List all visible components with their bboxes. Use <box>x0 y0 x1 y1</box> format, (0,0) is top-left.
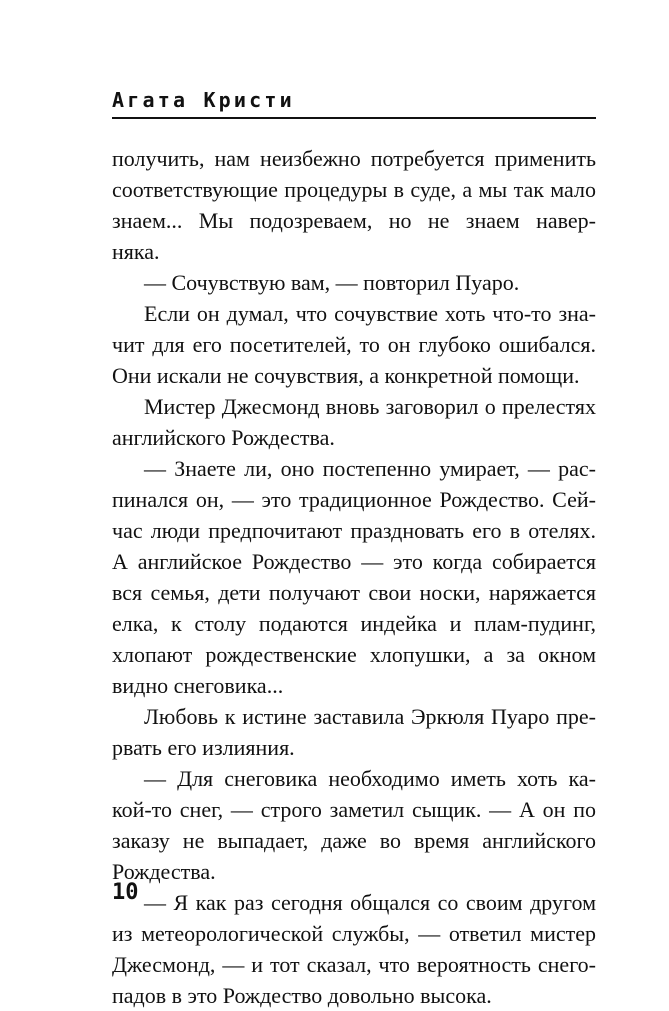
text-line: знаем... Мы подозреваем, но не знаем навер- <box>112 208 596 233</box>
text-line: Любовь к истине заставила Эркюля Пуаро пре- <box>144 704 596 729</box>
paragraph <box>112 701 596 763</box>
text-body <box>112 143 596 1011</box>
page-number: 10 <box>112 880 139 905</box>
text-line: Джесмонд, — и тот сказал, что вероятность снего- <box>112 952 596 977</box>
paragraph <box>112 143 596 267</box>
text-line: хлопают рождественские хлопушки, а за окном <box>112 642 596 667</box>
text-line: кой-то снег, — строго заметил сыщик. — А он по <box>112 797 596 822</box>
text-line: пинался он, — это традиционное Рождество. Сей- <box>112 487 596 512</box>
text-line: — Для снеговика необходимо иметь хоть ка- <box>144 766 596 791</box>
text-line: падов в это Рождество довольно высока. <box>112 983 492 1008</box>
text-line: — Знаете ли, оно постепенно умирает, — рас- <box>144 456 596 481</box>
text-line: няка. <box>112 239 160 264</box>
text-line: заказу не выпадает, даже во время английского <box>112 828 596 853</box>
paragraph <box>112 453 596 701</box>
text-line: час люди предпочитают праздновать его в отелях. <box>112 518 596 543</box>
text-line: — Я как раз сегодня общался со своим другом <box>144 890 596 915</box>
text-line: А английское Рождество — это когда собирается <box>112 549 596 574</box>
text-line: Мистер Джесмонд вновь заговорил о прелестях <box>144 394 596 419</box>
text-line: видно снеговика... <box>112 673 284 698</box>
running-header-author: Агата Кристи <box>112 88 295 112</box>
text-line: Рождества. <box>112 859 216 884</box>
text-line: чит для его посетителей, то он глубоко ошибался. <box>112 332 596 357</box>
paragraph <box>112 763 596 887</box>
text-line: — Сочувствую вам, — повторил Пуаро. <box>144 270 520 295</box>
text-line: рвать его излияния. <box>112 735 295 760</box>
text-line: получить, нам неизбежно потребуется применить <box>112 146 596 171</box>
text-line: вся семья, дети получают свои носки, наряжается <box>112 580 596 605</box>
text-line: из метеорологической службы, — ответил мистер <box>112 921 596 946</box>
header-rule <box>112 117 596 119</box>
text-line: соответствующие процедуры в суде, а мы так мало <box>112 177 596 202</box>
text-line: английского Рождества. <box>112 425 335 450</box>
text-line: Они искали не сочувствия, а конкретной помощи. <box>112 363 580 388</box>
paragraph <box>112 298 596 391</box>
text-line: елка, к столу подаются индейка и плам-пудинг, <box>112 611 596 636</box>
paragraph <box>112 267 596 298</box>
text-line: Если он думал, что сочувствие хоть что-то зна- <box>144 301 596 326</box>
paragraph <box>112 887 596 1011</box>
paragraph <box>112 391 596 453</box>
